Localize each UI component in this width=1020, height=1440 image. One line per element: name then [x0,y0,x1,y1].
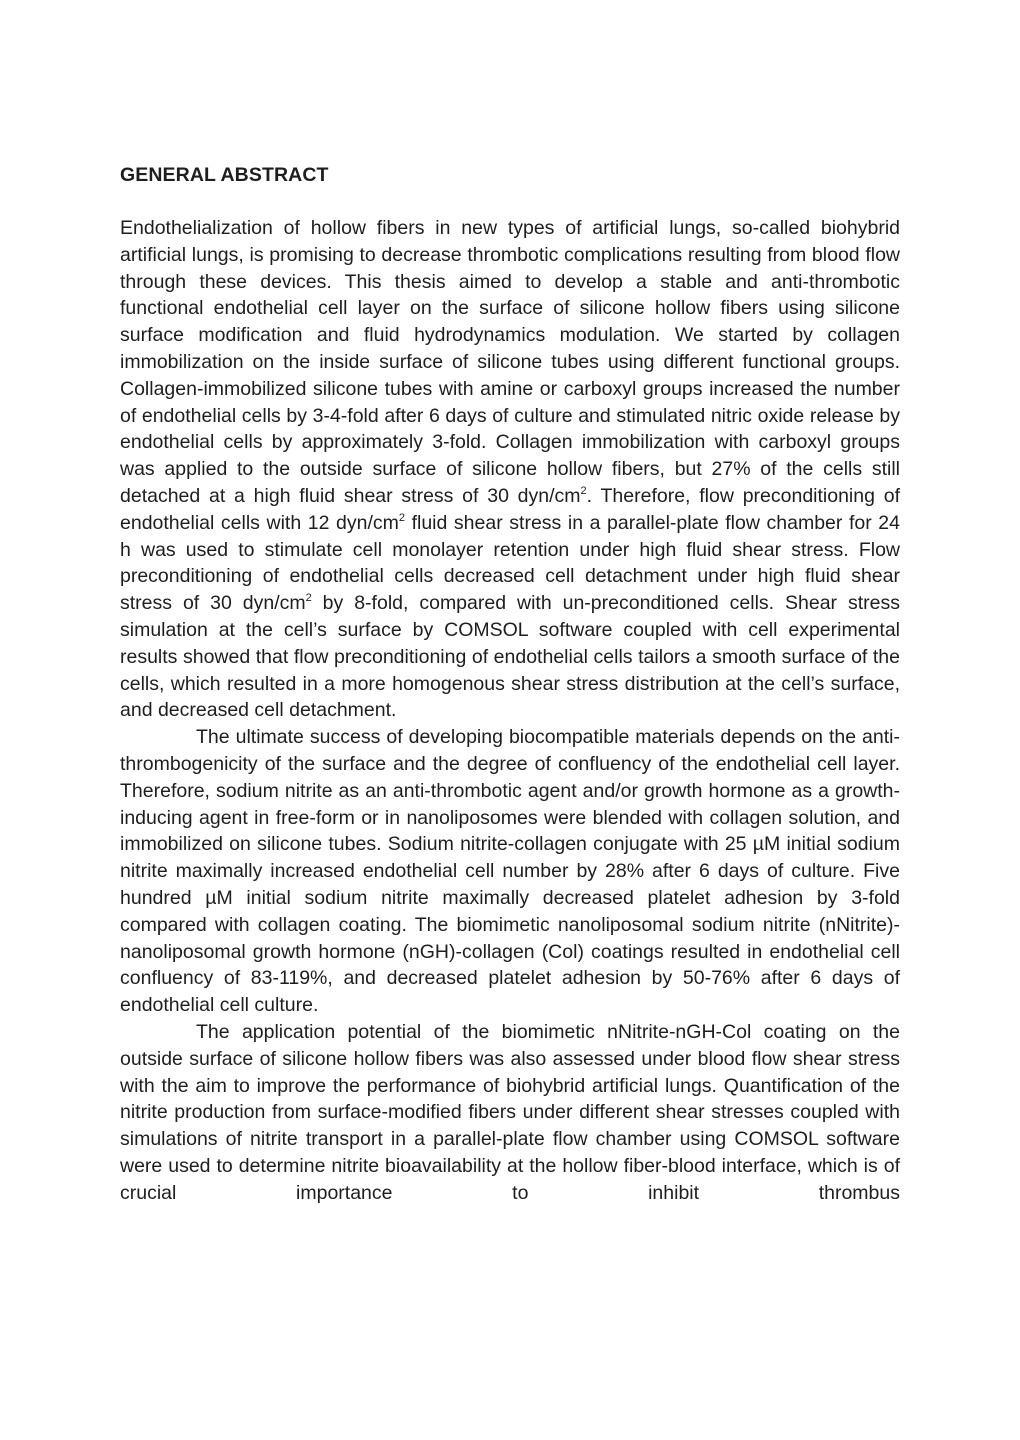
superscript-squared: 2 [398,511,405,524]
abstract-paragraph-3: The application potential of the biomimetic nNitrite-nGH-Col coating on the outside surface of silicone hollow fibers was also assessed under blood flow shear stress with the aim to improve the performance of biohybrid artificial lungs. Quantification of the nitrite production from surface-modified fibers under different shear stresses coupled with simulations of nitrite transport in a parallel-plate flow chamber using COMSOL software were used to determine nitrite bioavailability at the hollow fiber-blood interface, which is of crucial importance to inhibit thrombus [120,1020,900,1204]
paragraph-1-text-d: by 8-fold, compared with un-preconditioned cells. Shear stress simulation at the cell’s surface by COMSOL software coupled with cell experimental results showed that flow preconditioning of endothelial cells tailors a smooth surface of the cells, which resulted in a more homogenous shear stress distribution at the cell’s surface, and decreased cell detachment. [120,592,900,722]
document-page [120,162,900,1206]
superscript-squared: 2 [305,592,312,605]
section-heading: GENERAL ABSTRACT [120,164,329,186]
paragraph-1-text-b: . Therefore, flow preconditioning of endothelial cells with 12 dyn/cm [120,484,900,534]
paragraph-1-text-a: Endothelialization of hollow fibers in new types of artificial lungs, so-called biohybrid artificial lungs, is promising to decrease thrombotic complications resulting from blood flow through these devices. This thesis aimed to develop a stable and anti-thrombotic functional endothelial cell layer on the surface of silicone hollow fibers using silicone surface modification and fluid hydrodynamics modulation. We started by collagen immobilization on the inside surface of silicone tubes using different functional groups. Collagen-immobilized silicone tubes with amine or carboxyl groups increased the number of endothelial cells by 3-4-fold after 6 days of culture and stimulated nitric oxide release by endothelial cells by approximately 3-fold. Collagen immobilization with carboxyl groups was applied to the outside surface of silicone hollow fibers, but 27% of the cells still detached at a high fluid shear stress of 30 dyn/cm [120,217,900,507]
abstract-paragraph-2: The ultimate success of developing biocompatible materials depends on the anti-thrombogenicity of the surface and the degree of confluency of the endothelial cell layer. Therefore, sodium nitrite as an anti-thrombotic agent and/or growth hormone as a growth-inducing agent in free-form or in nanoliposomes were blended with collagen solution, and immobilized on silicone tubes. Sodium nitrite-collagen conjugate with 25 µM initial sodium nitrite maximally increased endothelial cell number by 28% after 6 days of culture. Five hundred µM initial sodium nitrite maximally decreased platelet adhesion by 3-fold compared with collagen coating. The biomimetic nanoliposomal sodium nitrite (nNitrite)-nanoliposomal growth hormone (nGH)-collagen (Col) coatings resulted in endothelial cell confluency of 83-119%, and decreased platelet adhesion by 50-76% after 6 days of endothelial cell culture. [120,726,900,1017]
paragraph-1-text-c: fluid shear stress in a parallel-plate flow chamber for 24 h was used to stimulate cell monolayer retention under high fluid shear stress. Flow preconditioning of endothelial cells decreased cell detachment under high fluid shear stress of 30 dyn/cm [120,511,900,615]
superscript-squared: 2 [580,484,587,497]
abstract-paragraph-1 [120,215,900,724]
